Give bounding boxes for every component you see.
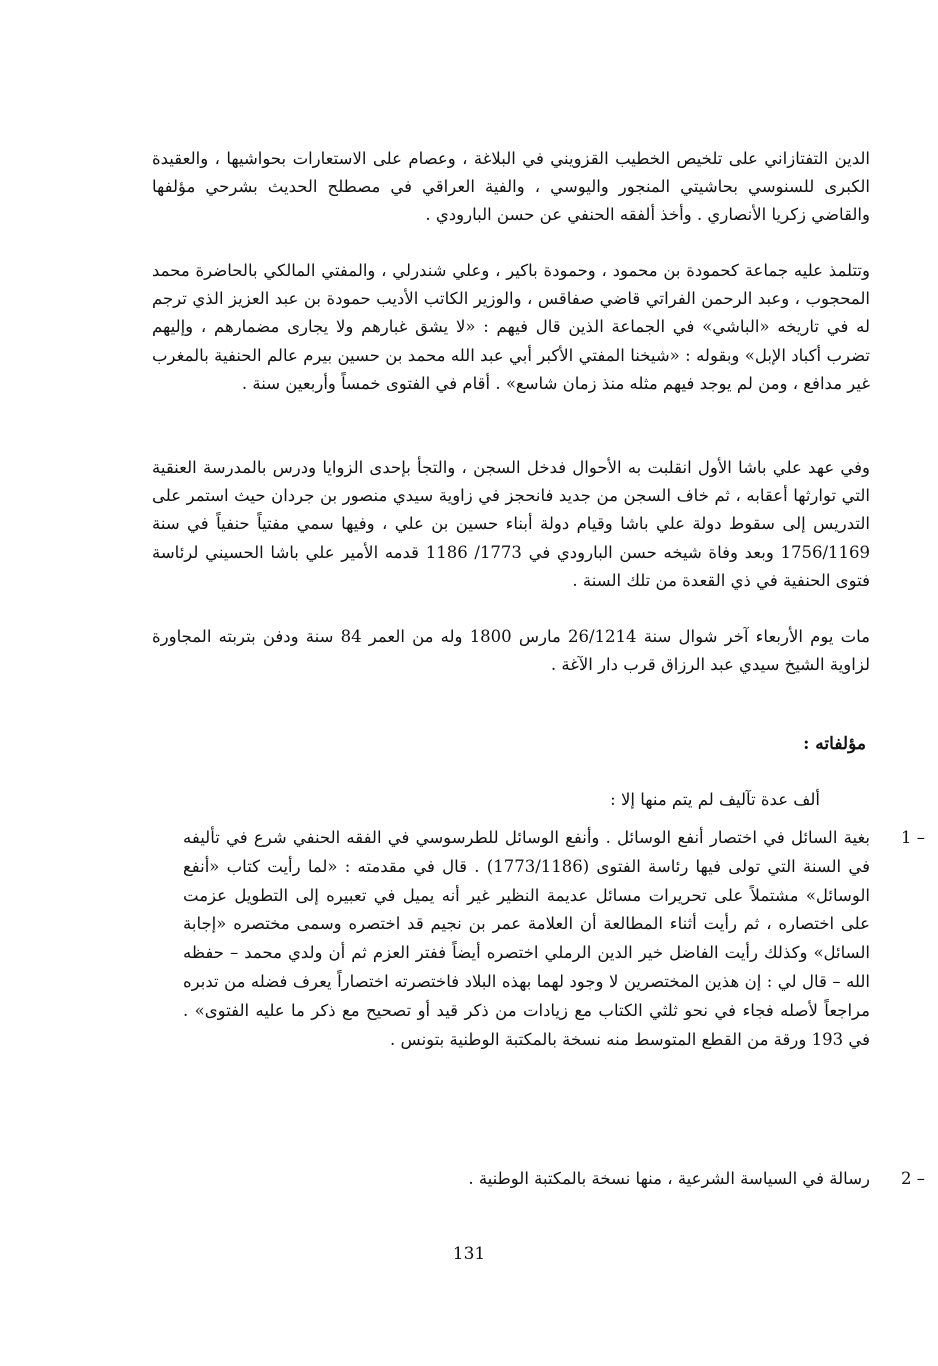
paragraph-students: وتتلمذ عليه جماعة كحمودة بن محمود ، وحمودة باكير ، وعلي شندرلي ، والمفتي المالكي بالحاضرة محمد المحجوب ، وعبد الرحمن الفراتي قاضي صفاقس ، والوزير الكاتب الأديب حمودة بن عبد العزيز الذي ترجم له في تاريخه «الباشي» في الجماعة الذين قال فيهم : «لا يشق غبارهم ولا يجارى مضمارهم ، وإليهم تضرب أكباد الإبل» وبقوله : «شيخنا المفتي الأكبر أبي عبد الله محمد بن حسين بيرم عالم الحنفية بالمغرب غير مدافع ، ومن لم يوجد فيهم مثله منذ زمان شاسع» . أقام في الفتوى خمساً وأربعين سنة . (152, 261, 870, 393)
section-intro: ألف عدة تآليف لم يتم منها إلا : (610, 790, 820, 809)
paragraph-teachers: الدين التفتازاني على تلخيص الخطيب القزويني في البلاغة ، وعصام على الاستعارات بحواشيها ، والعقيدة الكبرى للسنوسي بحاشيتي المنجور واليوسي ، والفية العراقي في مصطلح الحديث بشرحي مؤلفها والقاضي زكريا الأنصاري . وأخذ ألفقه الحنفي عن حسن البارودي . (152, 149, 870, 225)
list-item-text: بغية السائل في اختصار أنفع الوسائل . وأنفع الوسائل للطرسوسي في الفقه الحنفي شرع في تأليفه في السنة التي تولى فيها رئاسة الفتوى (1773/1186) . قال في مقدمته : «لما رأيت كتاب «أنفع الوسائل» مشتملاً على تحريرات مسائل عديمة النظير غير أنه يميل في تعبيره إلى التطويل عزمت على اختصاره ، ثم رأيت أثناء المطالعة أن العلامة عمر بن نجيم قد اختصره وسمى مختصره «إجابة السائل» وكذلك رأيت الفاضل خير الدين الرملي اختصره أيضاً ففتر العزم ثم أن ولدي محمد – حفظه الله – قال لي : إن هذين المختصرين لا وجود لهما بهذه البلاد فاختصرته اختصاراً يعرف فضله من تدبره مراجعاً لأصله فجاء في نحو ثلثي الكتاب مع زيادات من ذكر قيد أو تصحيح مع ذكر ما عليه الفتوى» . في 193 ورقة من القطع المتوسط منه نسخة بالمكتبة الوطنية بتونس . (183, 828, 870, 1049)
section-heading: مؤلفاته : (803, 734, 866, 754)
list-item (183, 1165, 925, 1194)
list-item-number: 2 – (901, 1169, 925, 1188)
list-item (183, 824, 925, 1054)
page-number: 131 (452, 1244, 486, 1264)
paragraph-career: وفي عهد علي باشا الأول انقلبت به الأحوال فدخل السجن ، والتجأ بإحدى الزوايا ودرس بالمدرسة العنقية التي توارثها أعقابه ، ثم خاف السجن من جديد فانحجز في زاوية سيدي منصور بن جردان حيث استمر على التدريس إلى سقوط دولة علي باشا وقيام دولة أبناء حسين بن علي ، وفيها سمي مفتياً حنفياً في سنة 1756/1169 وبعد وفاة شيخه حسن البارودي في 1773/ 1186 قدمه الأمير علي باشا الحسيني لرئاسة فتوى الحنفية في ذي القعدة من تلك السنة . (152, 458, 870, 590)
list-item-text: رسالة في السياسة الشرعية ، منها نسخة بالمكتبة الوطنية . (468, 1169, 870, 1188)
list-item-number: 1 – (901, 828, 925, 847)
paragraph-death: مات يوم الأربعاء آخر شوال سنة 26/1214 مارس 1800 وله من العمر 84 سنة ودفن بتربته المجاورة لزاوية الشيخ سيدي عبد الرزاق قرب دار الآغة . (152, 627, 871, 675)
